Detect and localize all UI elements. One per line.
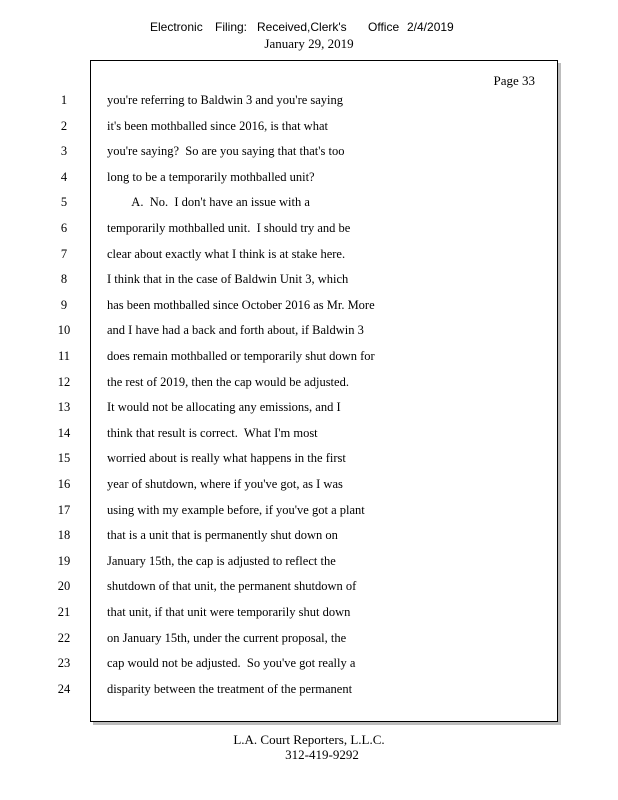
transcript-line: you're referring to Baldwin 3 and you're saying — [107, 93, 344, 107]
line-number: 6 — [60, 221, 68, 235]
transcript-page — [90, 60, 558, 722]
transcript-line: disparity between the treatment of the permanent — [107, 681, 353, 696]
transcript-line: clear about exactly what I think is at stake here. — [107, 246, 346, 261]
transcript-line: using with my example before, if you've got a plant — [107, 502, 365, 517]
transcript-line: I think that in the case of Baldwin Unit 3, which — [107, 272, 349, 287]
line-number: 1 — [60, 93, 68, 107]
stamp-electronic: Electronic — [150, 20, 203, 34]
transcript-line: and I have had a back and forth about, if Baldwin 3 — [107, 323, 364, 338]
line-number: 13 — [57, 400, 71, 415]
line-number: 19 — [57, 553, 71, 568]
line-number: 3 — [60, 144, 68, 159]
line-number: 12 — [57, 374, 71, 389]
stamp-date-filed: 2/4/2019 — [407, 20, 454, 34]
transcript-line: long to be a temporarily mothballed unit? — [107, 169, 315, 184]
line-number: 7 — [60, 246, 68, 261]
transcript-line: it's been mothballed since 2016, is that what — [107, 118, 328, 133]
line-number: 22 — [57, 630, 71, 645]
stamp-office: Office — [368, 20, 400, 34]
stamp-received: Received,Clerk's — [257, 20, 347, 34]
line-number: 4 — [60, 169, 68, 184]
transcript-line: you're saying? So are you saying that that's too — [107, 144, 345, 159]
transcript-line: year of shutdown, where if you've got, as I was — [107, 477, 343, 491]
document-date: January 29, 2019 — [264, 36, 354, 51]
transcript-line: that is a unit that is permanently shut down on — [107, 528, 338, 543]
transcript-line: does remain mothballed or temporarily shut down for — [107, 349, 375, 363]
line-number: 24 — [57, 681, 71, 696]
transcript-line: the rest of 2019, then the cap would be adjusted. — [107, 374, 349, 389]
line-number: 23 — [57, 656, 71, 671]
line-number: 21 — [57, 605, 71, 619]
line-number: 11 — [57, 349, 71, 363]
line-number: 18 — [57, 528, 71, 543]
transcript-line: It would not be allocating any emissions, and I — [107, 400, 341, 415]
transcript-line: cap would not be adjusted. So you've got really a — [107, 656, 356, 671]
line-number: 2 — [60, 118, 68, 133]
line-number: 10 — [57, 323, 71, 338]
transcript-line: that unit, if that unit were temporarily shut down — [107, 605, 351, 619]
line-number: 16 — [57, 477, 71, 491]
line-number: 15 — [57, 451, 71, 466]
page-number: Page 33 — [493, 73, 535, 88]
line-number: 20 — [57, 579, 71, 594]
court-reporter-name: L.A. Court Reporters, L.L.C. — [233, 732, 385, 747]
transcript-line: temporarily mothballed unit. I should try and be — [107, 221, 351, 235]
line-number: 8 — [60, 272, 68, 287]
transcript-line: think that result is correct. What I'm most — [107, 425, 318, 440]
transcript-line: on January 15th, under the current proposal, the — [107, 630, 347, 645]
transcript-line: worried about is really what happens in the first — [107, 451, 346, 466]
court-reporter-phone: 312-419-9292 — [285, 747, 359, 762]
stamp-filing: Filing: — [215, 20, 248, 34]
transcript-line: shutdown of that unit, the permanent shutdown of — [107, 579, 357, 594]
transcript-line: January 15th, the cap is adjusted to reflect the — [107, 553, 336, 568]
filing-stamp — [0, 20, 618, 60]
transcript-line: has been mothballed since October 2016 as Mr. More — [107, 297, 375, 312]
line-number: 9 — [60, 297, 68, 312]
line-number: 14 — [57, 425, 71, 440]
line-number: 5 — [60, 195, 68, 210]
line-number: 17 — [57, 502, 71, 517]
transcript-line: A. No. I don't have an issue with a — [107, 195, 310, 210]
